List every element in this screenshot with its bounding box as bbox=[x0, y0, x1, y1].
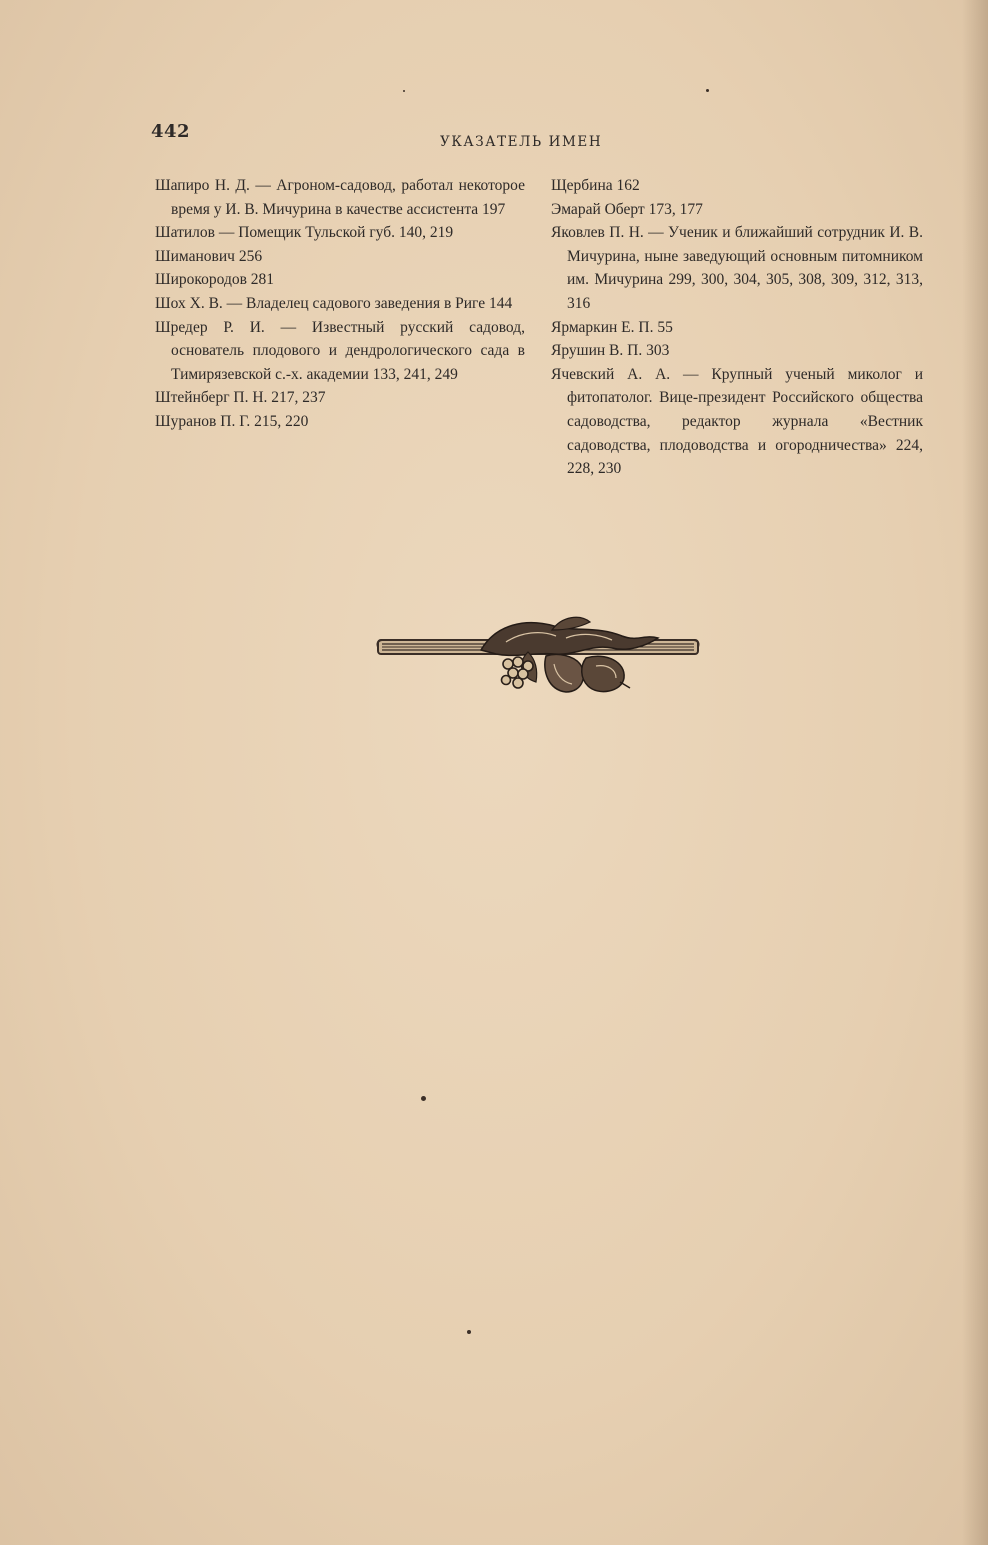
page-gutter-shadow bbox=[962, 0, 988, 1545]
index-column-right bbox=[551, 174, 923, 481]
print-speck bbox=[706, 89, 709, 92]
index-entry: Ярушин В. П. 303 bbox=[551, 342, 670, 360]
index-entry: Шапиро Н. Д. — Агроном-садовод, работал некоторое время у И. В. Мичурина в качестве ассистента 197 bbox=[155, 177, 525, 218]
index-entry: Шатилов — Помещик Тульской губ. 140, 219 bbox=[155, 224, 454, 242]
fruit-branch-ornament-icon bbox=[376, 612, 701, 698]
index-entry: Шуранов П. Г. 215, 220 bbox=[155, 412, 309, 430]
index-entry: Ячевский А. А. — Крупный ученый миколог и фитопатолог. Вице-президент Российского общества садоводства, редактор журнала «Вестник садоводства, плодоводства и огородничества» 224, 228, 230 bbox=[551, 365, 923, 478]
index-entry: Широкородов 281 bbox=[155, 271, 275, 289]
index-entry: Эмарай Оберт 173, 177 bbox=[551, 200, 703, 218]
index-entry: Яковлев П. Н. — Ученик и ближайший сотрудник И. В. Мичурина, ныне заведующий основным питомником им. Мичурина 299, 300, 304, 305, 308, 309, 312, 313, 316 bbox=[551, 224, 923, 312]
index-column-left bbox=[155, 174, 525, 434]
index-entry: Щербина 162 bbox=[551, 177, 640, 194]
index-entry: Штейнберг П. Н. 217, 237 bbox=[155, 389, 326, 407]
index-entry: Шиманович 256 bbox=[155, 247, 263, 265]
index-entry: Шредер Р. И. — Известный русский садовод, основатель плодового и дендрологического сада в Тимирязевской с.-х. академии 133, 241, 249 bbox=[155, 318, 525, 383]
index-entry: Шох Х. В. — Владелец садового заведения в Риге 144 bbox=[155, 294, 513, 312]
print-speck bbox=[403, 90, 405, 92]
running-title: УКАЗАТЕЛЬ ИМЕН bbox=[440, 134, 603, 150]
index-entry: Ярмаркин Е. П. 55 bbox=[551, 318, 673, 336]
print-speck bbox=[467, 1330, 471, 1334]
print-speck bbox=[421, 1096, 426, 1101]
page-number: 442 bbox=[151, 121, 191, 142]
